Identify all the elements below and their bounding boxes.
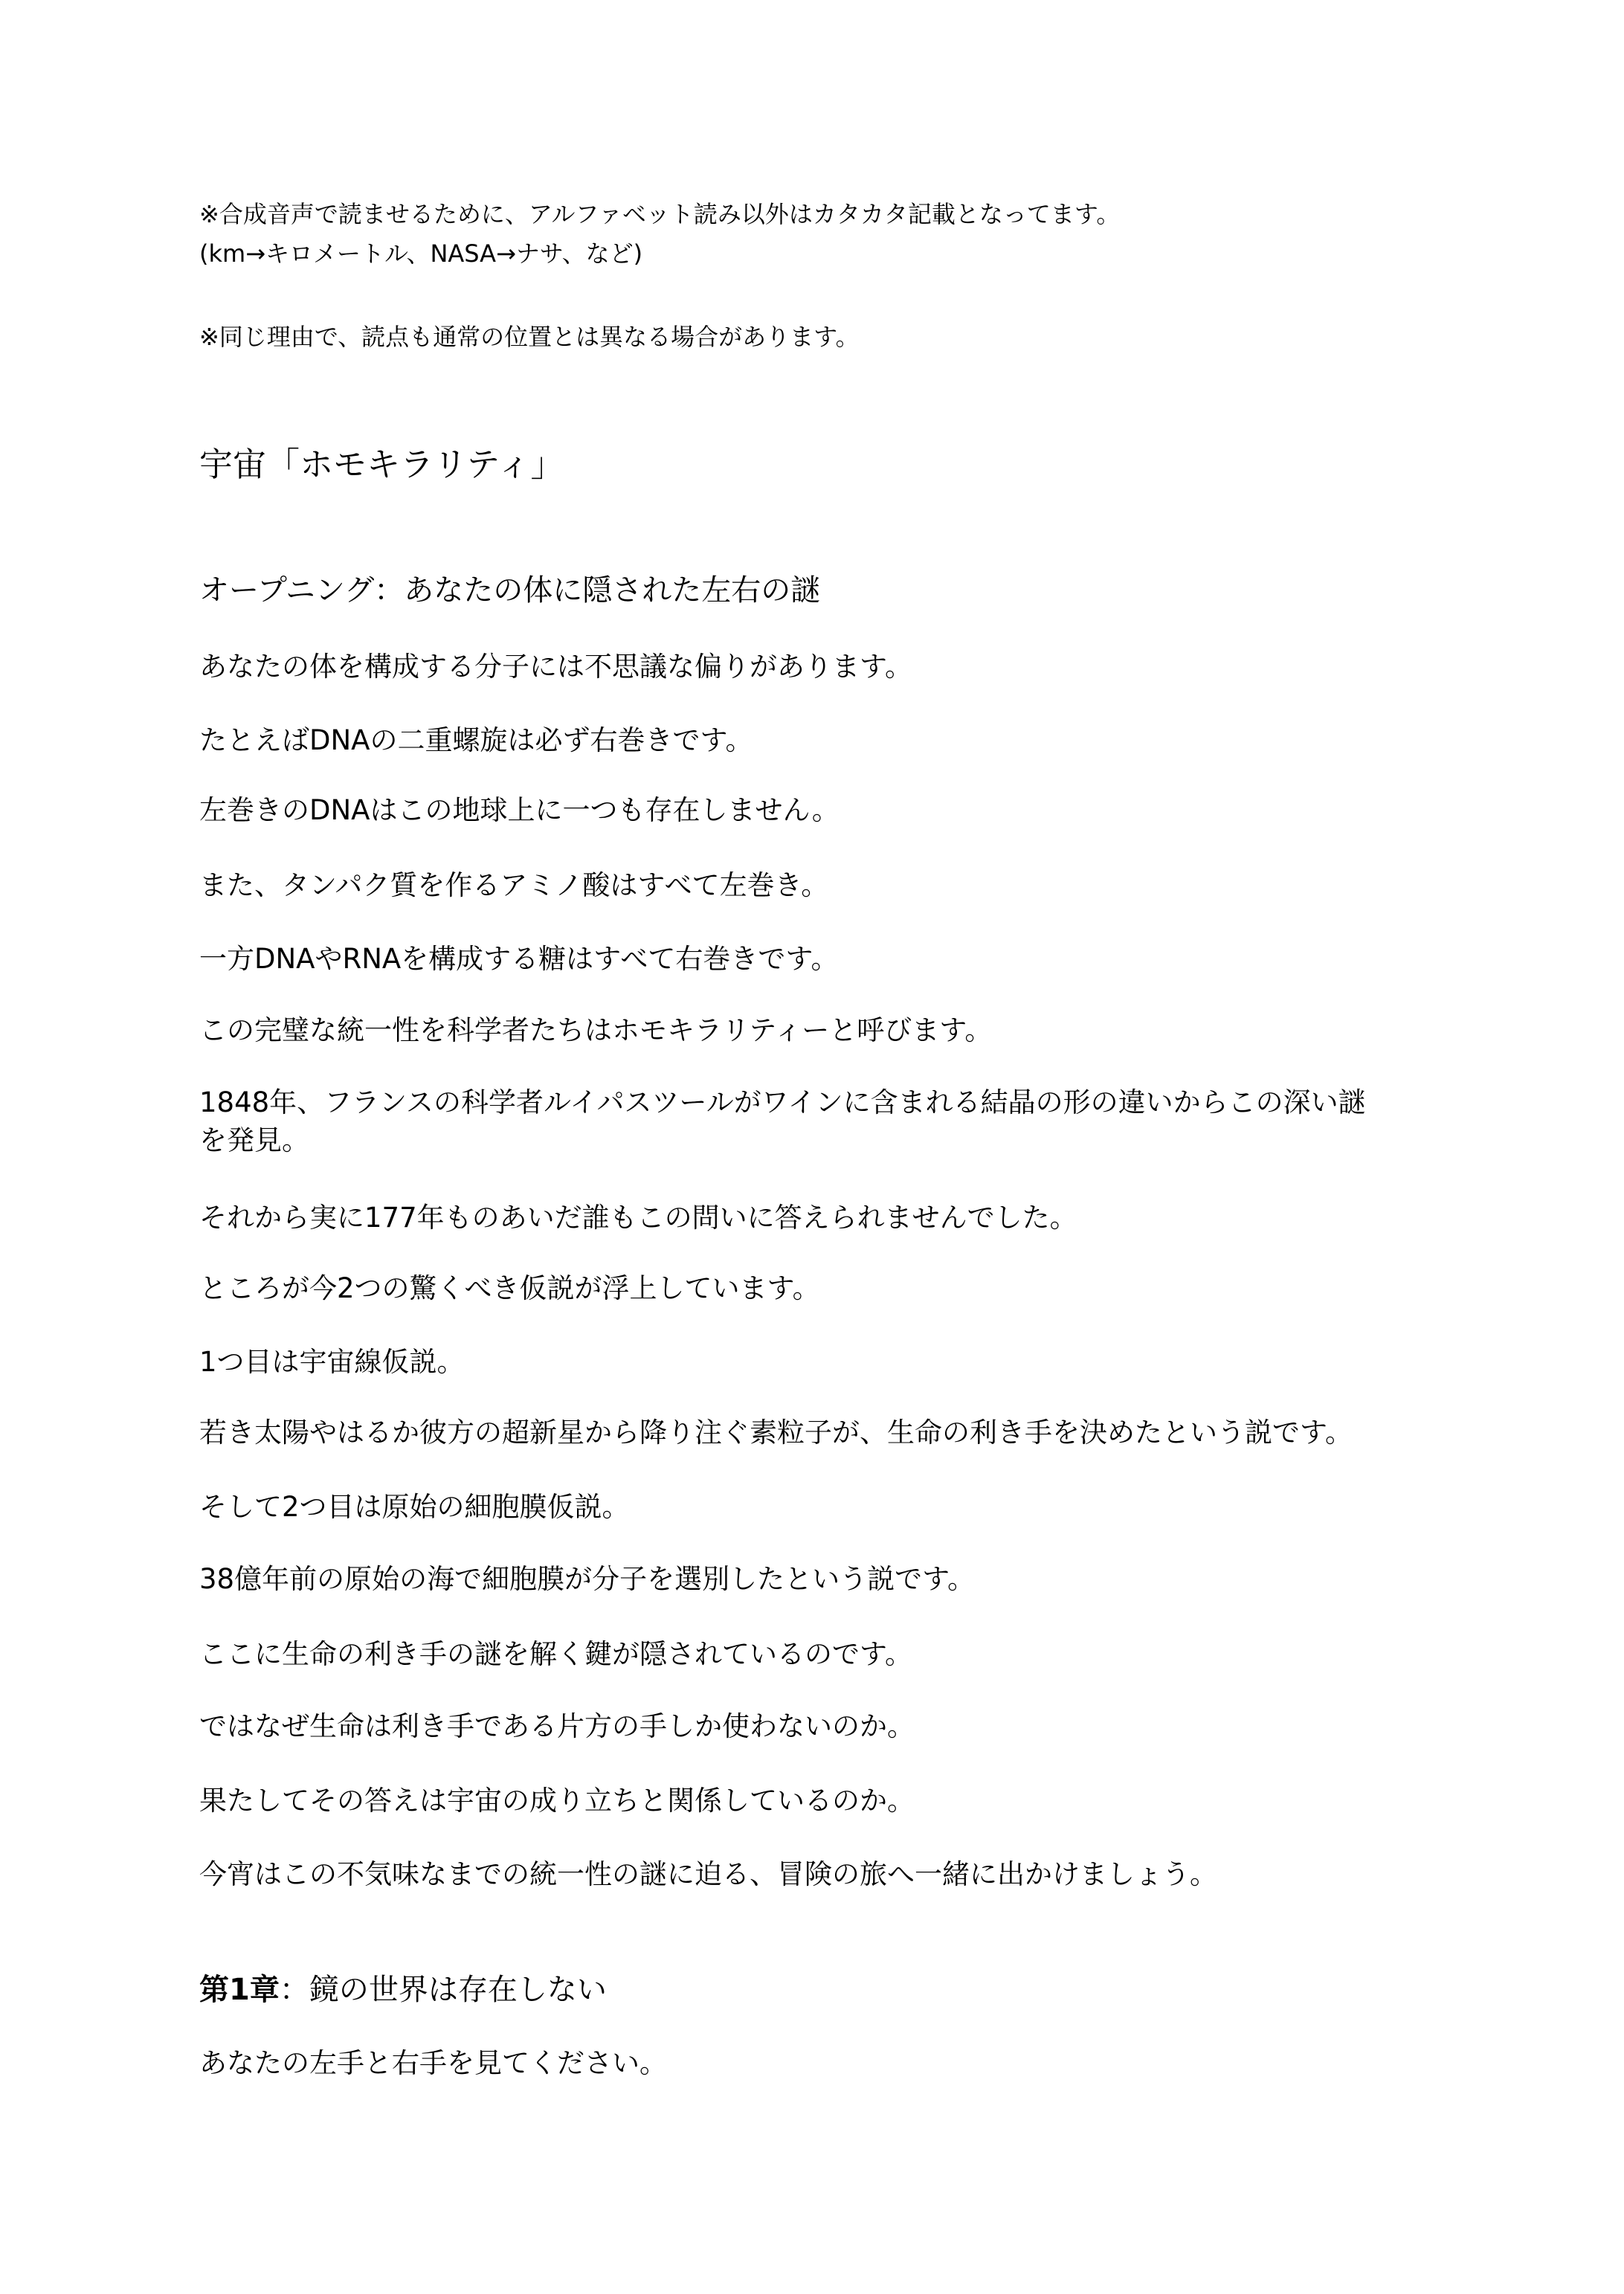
note-line: ※同じ理由で、読点も通常の位置とは異なる場合があります。 xyxy=(199,323,860,351)
paragraph: あなたの体を構成する分子には不思議な偏りがあります。 xyxy=(199,651,913,683)
paragraph: また、タンパク質を作るアミノ酸はすべて左巻き。 xyxy=(199,869,829,901)
note-line: (km→キロメートル、NASA→ナサ、など) xyxy=(199,239,643,268)
paragraph: ところが今2つの驚くべき仮説が浮上しています。 xyxy=(199,1272,820,1304)
chapter-title: ：鏡の世界は存在しない xyxy=(279,1973,607,2007)
document-title: 宇宙「ホモキラリティ」 xyxy=(199,445,564,484)
paragraph: 1つ目は宇宙線仮説。 xyxy=(199,1346,465,1378)
paragraph: 左巻きのDNAはこの地球上に一つも存在しません。 xyxy=(199,794,840,826)
paragraph: そして2つ目は原始の細胞膜仮説。 xyxy=(199,1491,630,1523)
paragraph: 1848年、フランスの科学者ルイパスツールがワインに含まれる結晶の形の違いからこの深い謎 xyxy=(199,1086,1366,1118)
paragraph: 38億年前の原始の海で細胞膜が分子を選別したという説です。 xyxy=(199,1563,976,1595)
paragraph: ではなぜ生命は利き手である片方の手しか使わないのか。 xyxy=(199,1710,915,1742)
paragraph: たとえばDNAの二重螺旋は必ず右巻きです。 xyxy=(199,724,753,756)
paragraph: 今宵はこの不気味なまでの統一性の謎に迫る、冒険の旅へ一緒に出かけましょう。 xyxy=(199,1858,1217,1890)
chapter-number: 第1章 xyxy=(199,1973,280,2007)
section-heading-opening: オープニング：あなたの体に隠された左右の謎 xyxy=(199,573,821,608)
note-line: ※合成音声で読ませるために、アルファベット読み以外はカタカタ記載となってます。 xyxy=(199,200,1121,228)
paragraph: この完璧な統一性を科学者たちはホモキラリティーと呼びます。 xyxy=(199,1014,993,1046)
paragraph: ここに生命の利き手の謎を解く鍵が隠されているのです。 xyxy=(199,1638,913,1670)
paragraph: あなたの左手と右手を見てください。 xyxy=(199,2047,667,2079)
section-heading-chapter1 xyxy=(199,1969,607,2011)
paragraph: 一方DNAやRNAを構成する糖はすべて右巻きです。 xyxy=(199,943,839,975)
paragraph: それから実に177年ものあいだ誰もこの問いに答えられませんでした。 xyxy=(199,1202,1077,1234)
paragraph-continuation: を発見。 xyxy=(199,1124,309,1156)
paragraph: 若き太陽やはるか彼方の超新星から降り注ぐ素粒子が、生命の利き手を決めたという説です。 xyxy=(199,1417,1353,1449)
paragraph: 果たしてその答えは宇宙の成り立ちと関係しているのか。 xyxy=(199,1785,915,1817)
